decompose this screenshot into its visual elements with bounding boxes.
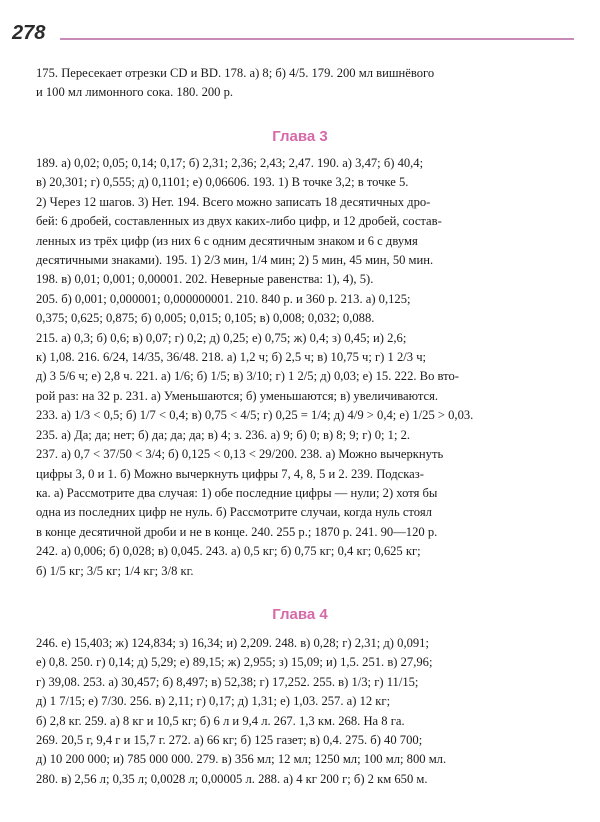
answer-line: 189. а) 0,02; 0,05; 0,14; 0,17; б) 2,31; 2,36; 2,43; 2,47. 190. а) 3,47; б) 40,4; [36,156,424,170]
answer-line: г) 39,08. 253. а) 30,457; б) 8,497; в) 52,38; г) 17,252. 255. в) 1/3; г) 11/15; [36,674,419,689]
answer-line: и 100 мл лимонного сока. 180. 200 р. [36,85,234,100]
answer-line: одна из последних цифр не нуль. б) Рассмотрите случаи, когда нуль стоял [36,505,432,520]
answer-line: 237. а) 0,7 < 37/50 < 3/4; б) 0,125 < 0,13 < 29/200. 238. а) Можно вычеркнуть [36,447,444,462]
answer-line: десятичными знаками). 195. 1) 2/3 мин, 1/4 мин; 2) 5 мин, 45 мин, 50 мин. [36,253,434,268]
answer-line: 233. а) 1/3 < 0,5; б) 1/7 < 0,4; в) 0,75 < 4/5; г) 0,25 = 1/4; д) 4/9 > 0,4; е) 1/25 > 0,03. [36,408,474,423]
answer-line: 198. в) 0,01; 0,001; 0,00001. 202. Неверные равенства: 1), 4), 5). [36,272,374,287]
answer-line: 235. а) Да; да; нет; б) да; да; да; в) 4; з. 236. а) 9; б) 0; в) 8; 9; г) 0; 1; 2. [36,427,411,442]
answer-line: 205. б) 0,001; 0,000001; 0,000000001. 210. 840 р. и 360 р. 213. а) 0,125; [36,291,411,306]
chapter-4-answers [36,634,574,789]
answer-line: к) 1,08. 216. 6/24, 14/35, 36/48. 218. а) 1,2 ч; б) 2,5 ч; в) 10,75 ч; г) 1 2/3 ч; [36,350,427,365]
answer-line: е) 0,8. 250. г) 0,14; д) 5,29; е) 89,15; ж) 2,955; з) 15,09; и) 1,5. 251. в) 27,96; [36,655,433,670]
answer-line: 246. е) 15,403; ж) 124,834; з) 16,34; и) 2,209. 248. в) 0,28; г) 2,31; д) 0,091; [36,636,429,650]
answer-line: д) 3 5/6 ч; е) 2,8 ч. 221. а) 1/6; б) 1/5; в) 3/10; г) 1 2/5; д) 0,03; е) 15. 222. Во вто- [36,369,459,384]
answer-line: бей: 6 дробей, составленных из двух каких-либо цифр, и 12 дробей, состав- [36,214,442,229]
answer-line: 215. а) 0,3; б) 0,6; в) 0,07; г) 0,2; д) 0,25; е) 0,75; ж) 0,4; з) 0,45; и) 2,6; [36,330,407,345]
answer-line: 280. в) 2,56 л; 0,35 л; 0,0028 л; 0,00005 л. 288. а) 4 кг 200 г; б) 2 км 650 м. [36,771,428,786]
answer-line: д) 10 200 000; и) 785 000 000. 279. в) 356 мл; 12 мл; 1250 мл; 100 мл; 800 мл. [36,752,447,767]
chapter-4-title: Глава 4 [272,606,328,623]
answer-line: 269. 20,5 г, 9,4 г и 15,7 г. 272. а) 66 кг; б) 125 газет; в) 0,4. 275. б) 40 700; [36,733,423,748]
answer-line: 0,375; 0,625; 0,875; б) 0,005; 0,015; 0,105; в) 0,008; 0,032; 0,088. [36,311,375,326]
answer-line: б) 2,8 кг. 259. а) 8 кг и 10,5 кг; б) 6 л и 9,4 л. 267. 1,3 км. 268. На 8 га. [36,713,405,728]
answer-line: б) 1/5 кг; 3/5 кг; 1/4 кг; 3/8 кг. [36,563,194,578]
answer-line: д) 1 7/15; е) 7/30. 256. в) 2,11; г) 0,17; д) 1,31; е) 1,03. 257. а) 12 кг; [36,694,391,709]
answer-line: ка. а) Рассмотрите два случая: 1) обе последние цифры — нули; 2) хотя бы [36,485,438,500]
answer-line: 242. а) 0,006; б) 0,028; в) 0,045. 243. а) 0,5 кг; б) 0,75 кг; 0,4 кг; 0,625 кг; [36,544,421,559]
header-rule [60,38,574,40]
answer-line: рой раз: на 32 р. 231. а) Уменьшаются; б) уменьшаются; в) увеличиваются. [36,388,439,403]
answer-line: 175. Пересекает отрезки CD и BD. 178. а) 8; б) 4/5. 179. 200 мл вишнёвого [36,66,435,80]
answer-line: в) 20,301; г) 0,555; д) 0,1101; е) 0,06606. 193. 1) В точке 3,2; в точке 5. [36,175,409,190]
answer-line: цифры 3, 0 и 1. б) Можно вычеркнуть цифры 7, 4, 8, 5 и 2. 239. Подсказ- [36,466,424,481]
answer-line: 2) Через 12 шагов. 3) Нет. 194. Всего можно записать 18 десятичных дро- [36,194,431,209]
answer-line: ленных из трёх цифр (из них 6 с одним десятичным знаком и 6 с двумя [36,233,418,248]
intro-answers [36,64,574,103]
chapter-3-answers [36,154,574,581]
answer-line: в конце десятичной дроби и не в конце. 240. 255 р.; 1870 р. 241. 90—120 р. [36,524,438,539]
page-number: 278 [12,22,46,44]
chapter-3-title: Глава 3 [272,128,328,145]
